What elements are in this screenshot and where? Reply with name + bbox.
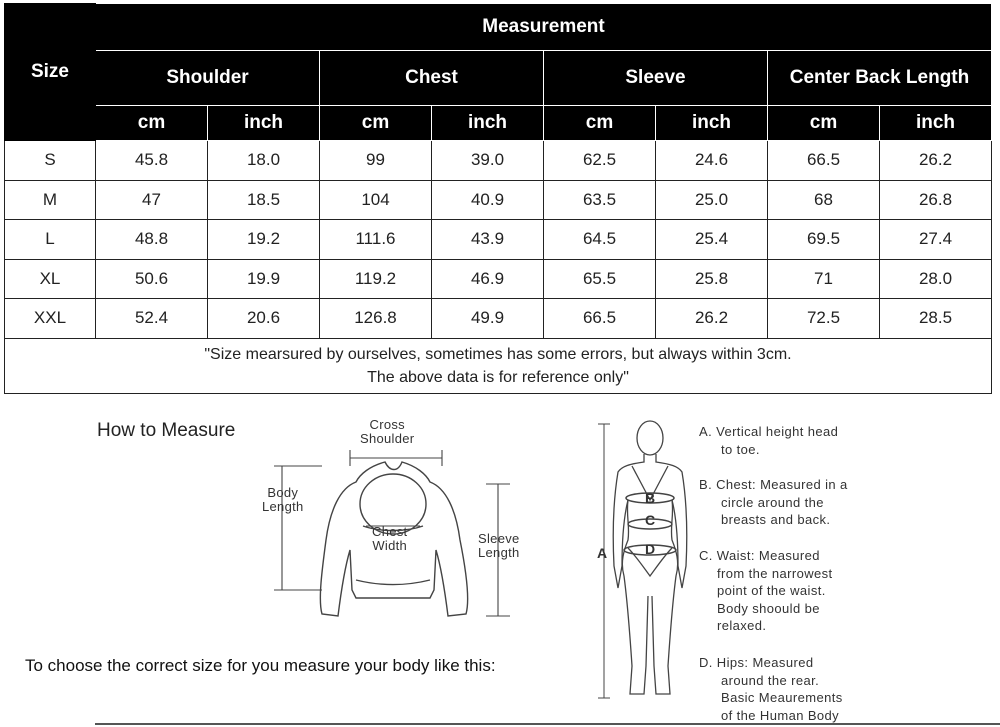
legend-line: to toe. — [721, 441, 760, 457]
legend-line: A. Vertical height head — [699, 424, 839, 439]
table-cell: 28.0 — [880, 259, 992, 299]
unit-header: inch — [208, 106, 320, 141]
legend-item-c — [699, 547, 833, 635]
size-cell: S — [5, 141, 96, 181]
table-cell: 25.4 — [656, 220, 768, 260]
table-cell: 27.4 — [880, 220, 992, 260]
legend-line: circle around the — [721, 494, 824, 510]
table-cell: 20.6 — [208, 299, 320, 339]
table-cell: 126.8 — [320, 299, 432, 339]
body-figure-diagram — [596, 416, 696, 710]
table-cell: 99 — [320, 141, 432, 181]
center-back-length-header: Center Back Length — [768, 51, 992, 106]
size-cell: M — [5, 180, 96, 220]
table-cell: 104 — [320, 180, 432, 220]
size-cell: L — [5, 220, 96, 260]
marker-c: C — [645, 512, 656, 528]
table-cell: 40.9 — [432, 180, 544, 220]
label-line: Chest — [372, 524, 408, 539]
how-to-measure-title: How to Measure — [97, 420, 236, 441]
table-row — [5, 299, 992, 339]
table-cell: 64.5 — [544, 220, 656, 260]
measurement-header: Measurement — [96, 4, 992, 51]
marker-b: B — [645, 490, 656, 506]
legend-item-d — [699, 654, 843, 724]
table-cell: 52.4 — [96, 299, 208, 339]
choose-size-instruction: To choose the correct size for you measure your body like this: — [25, 656, 496, 675]
legend-line: point of the waist. — [717, 583, 826, 598]
table-cell: 69.5 — [768, 220, 880, 260]
legend-line: of the Human Body — [721, 707, 840, 723]
table-cell: 50.6 — [96, 259, 208, 299]
unit-header: cm — [768, 106, 880, 141]
table-cell: 119.2 — [320, 259, 432, 299]
table-cell: 19.9 — [208, 259, 320, 299]
table-cell: 111.6 — [320, 220, 432, 260]
marker-d: D — [645, 541, 656, 557]
disclaimer-line: The above data is for reference only" — [367, 368, 629, 386]
table-cell: 63.5 — [544, 180, 656, 220]
legend-item-a — [699, 423, 838, 458]
legend-line: from the narrowest — [717, 565, 833, 581]
table-cell: 71 — [768, 259, 880, 299]
table-cell: 26.2 — [880, 141, 992, 181]
legend-line: Basic Meaurements — [721, 690, 843, 705]
table-row — [5, 220, 992, 260]
table-cell: 25.8 — [656, 259, 768, 299]
table-cell: 43.9 — [432, 220, 544, 260]
body-length-label — [262, 486, 304, 514]
table-cell: 24.6 — [656, 141, 768, 181]
label-line: Cross — [369, 417, 405, 432]
legend-line: Body shoould be — [717, 600, 820, 616]
legend-line: around the rear. — [721, 672, 820, 688]
table-cell: 19.2 — [208, 220, 320, 260]
table-cell: 26.2 — [656, 299, 768, 339]
table-row — [5, 259, 992, 299]
legend-item-b — [699, 476, 848, 529]
table-cell: 72.5 — [768, 299, 880, 339]
table-cell: 18.0 — [208, 141, 320, 181]
table-cell: 39.0 — [432, 141, 544, 181]
label-line: Length — [478, 545, 520, 560]
label-line: Length — [262, 499, 304, 514]
table-cell: 49.9 — [432, 299, 544, 339]
sleeve-header: Sleeve — [544, 51, 768, 106]
label-line: Shoulder — [360, 431, 415, 446]
table-cell: 18.5 — [208, 180, 320, 220]
size-cell: XL — [5, 259, 96, 299]
table-cell: 68 — [768, 180, 880, 220]
table-row — [5, 141, 992, 181]
marker-a: A — [597, 545, 608, 561]
table-cell: 66.5 — [544, 299, 656, 339]
legend-line: B. Chest: Measured in a — [699, 477, 848, 492]
unit-header: inch — [656, 106, 768, 141]
table-row — [5, 180, 992, 220]
unit-header: inch — [432, 106, 544, 141]
table-cell: 66.5 — [768, 141, 880, 181]
table-cell: 48.8 — [96, 220, 208, 260]
unit-header: inch — [880, 106, 992, 141]
label-line: Width — [372, 538, 408, 553]
disclaimer-line: "Size mearsured by ourselves, sometimes has some errors, but always within 3cm. — [204, 345, 792, 363]
size-cell: XXL — [5, 299, 96, 339]
disclaimer-note — [5, 338, 992, 393]
size-chart-table — [4, 3, 992, 394]
table-cell: 46.9 — [432, 259, 544, 299]
table-cell: 65.5 — [544, 259, 656, 299]
table-cell: 47 — [96, 180, 208, 220]
label-line: Sleeve — [478, 531, 520, 546]
chest-header: Chest — [320, 51, 544, 106]
legend-line: relaxed. — [717, 618, 767, 633]
cross-shoulder-label — [360, 418, 414, 446]
legend-line: C. Waist: Measured — [699, 548, 820, 563]
table-cell: 26.8 — [880, 180, 992, 220]
label-line: Body — [267, 485, 299, 500]
shoulder-header: Shoulder — [96, 51, 320, 106]
unit-header: cm — [544, 106, 656, 141]
table-cell: 28.5 — [880, 299, 992, 339]
legend-line: D. Hips: Measured — [699, 655, 814, 670]
size-column-header: Size — [5, 4, 96, 141]
unit-header: cm — [320, 106, 432, 141]
legend-line: breasts and back. — [721, 512, 831, 527]
chest-width-label — [372, 525, 407, 553]
divider-line — [95, 723, 1000, 725]
sleeve-length-label — [478, 532, 520, 560]
table-cell: 62.5 — [544, 141, 656, 181]
unit-header: cm — [96, 106, 208, 141]
table-cell: 45.8 — [96, 141, 208, 181]
table-cell: 25.0 — [656, 180, 768, 220]
